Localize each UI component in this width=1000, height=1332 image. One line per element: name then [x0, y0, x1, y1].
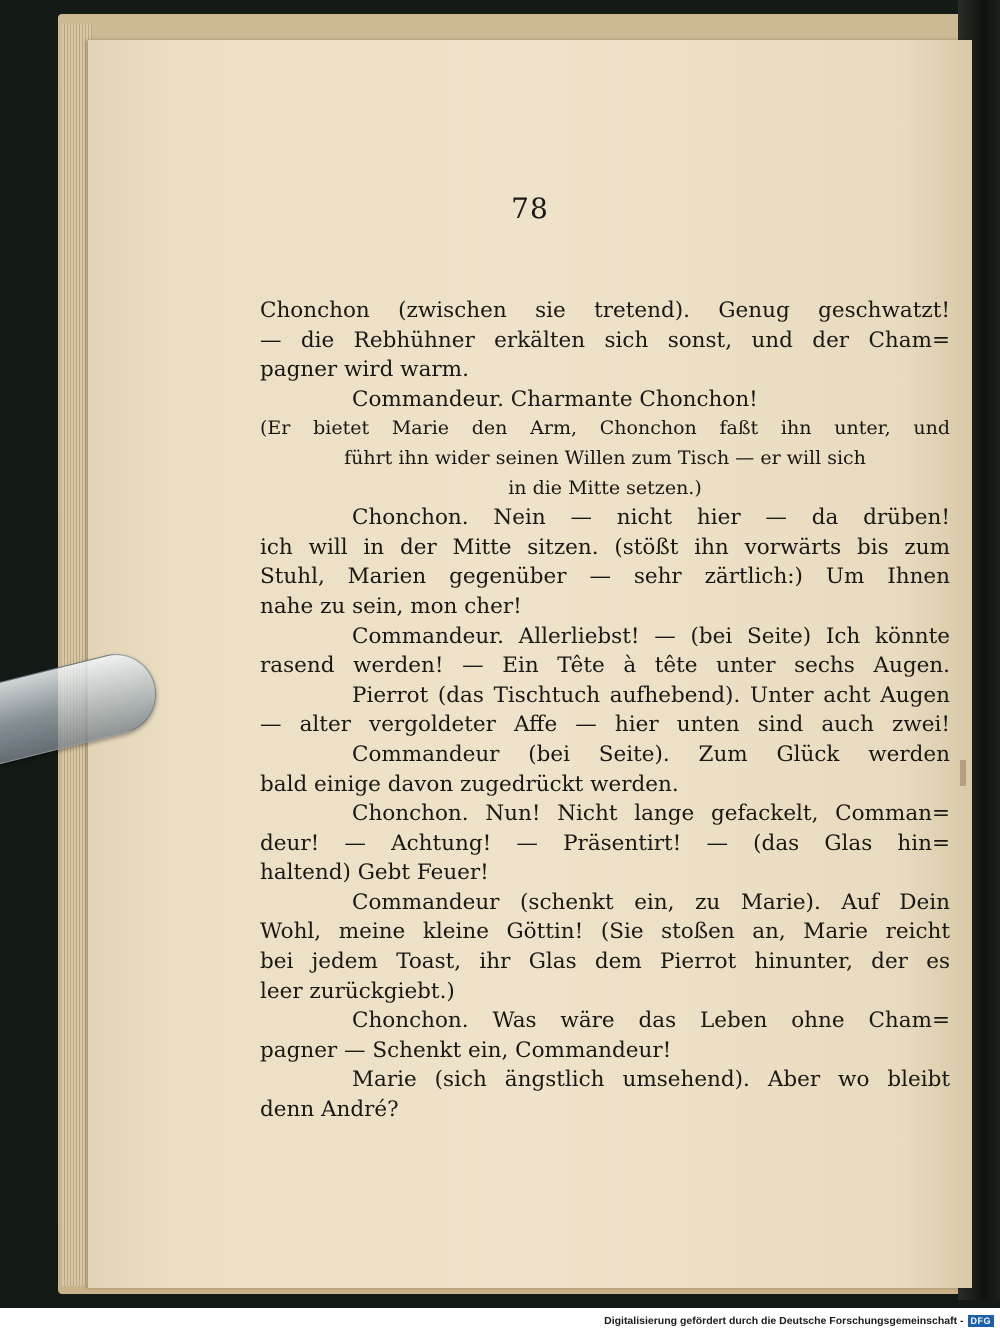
digitization-credit — [604, 1313, 994, 1329]
page-text — [260, 296, 950, 1125]
text-line: — die Rebhühner erkälten sich sonst, und der Cham= — [260, 327, 950, 353]
text-line: deur! — Achtung! — Präsentirt! — (das Glas hin= — [260, 830, 950, 856]
text-line: bald einige davon zugedrückt werden. — [260, 771, 679, 797]
text-line: pagner — Schenkt ein, Commandeur! — [260, 1037, 672, 1063]
text-line: Chonchon. Nun! Nicht lange gefackelt, Comman= — [352, 801, 950, 827]
text-line: nahe zu sein, mon cher! — [260, 593, 522, 619]
text-line: bei jedem Toast, ihr Glas dem Pierrot hinunter, der es — [260, 949, 950, 975]
text-line: führt ihn wider seinen Willen zum Tisch — er will sich — [344, 446, 866, 469]
text-line: Commandeur. Charmante Chonchon! — [352, 386, 758, 412]
text-line: haltend) Gebt Feuer! — [260, 860, 489, 886]
text-line: pagner wird warm. — [260, 357, 469, 383]
text-line: Commandeur (schenkt ein, zu Marie). Auf Dein — [352, 889, 950, 915]
text-line: Marie (sich ängstlich umsehend). Aber wo bleibt — [352, 1067, 950, 1093]
text-line: (Er bietet Marie den Arm, Chonchon faßt ihn unter, und — [260, 417, 950, 440]
text-line: Chonchon (zwischen sie tretend). Genug geschwatzt! — [260, 298, 950, 323]
text-line: Wohl, meine kleine Göttin! (Sie stoßen an, Marie reicht — [260, 919, 950, 945]
text-line: Commandeur. Allerliebst! — (bei Seite) Ich könnte — [352, 623, 950, 649]
text-line: ich will in der Mitte sitzen. (stößt ihn vorwärts bis zum — [260, 534, 950, 560]
book-page — [88, 40, 972, 1288]
page-edge-mark — [960, 760, 966, 786]
text-line: denn André? — [260, 1097, 399, 1123]
page-number: 78 — [511, 192, 549, 225]
credit-text: Digitalisierung gefördert durch die Deutsche Forschungsgemeinschaft - — [604, 1315, 964, 1327]
text-line: Stuhl, Marien gegenüber — sehr zärtlich:) Um Ihnen — [260, 564, 950, 590]
dfg-logo: DFG — [968, 1315, 995, 1327]
text-line: — alter vergoldeter Affe — hier unten sind auch zwei! — [260, 712, 950, 738]
text-line: Pierrot (das Tischtuch aufhebend). Unter acht Augen — [352, 682, 950, 708]
text-line: leer zurückgiebt.) — [260, 978, 455, 1004]
text-line: Chonchon. Nein — nicht hier — da drüben! — [352, 505, 950, 531]
text-line: in die Mitte setzen.) — [508, 476, 702, 499]
text-line: rasend werden! — Ein Tête à tête unter sechs Augen. — [260, 653, 950, 679]
text-line: Commandeur (bei Seite). Zum Glück werden — [352, 741, 950, 767]
text-line: Chonchon. Was wäre das Leben ohne Cham= — [352, 1008, 950, 1034]
